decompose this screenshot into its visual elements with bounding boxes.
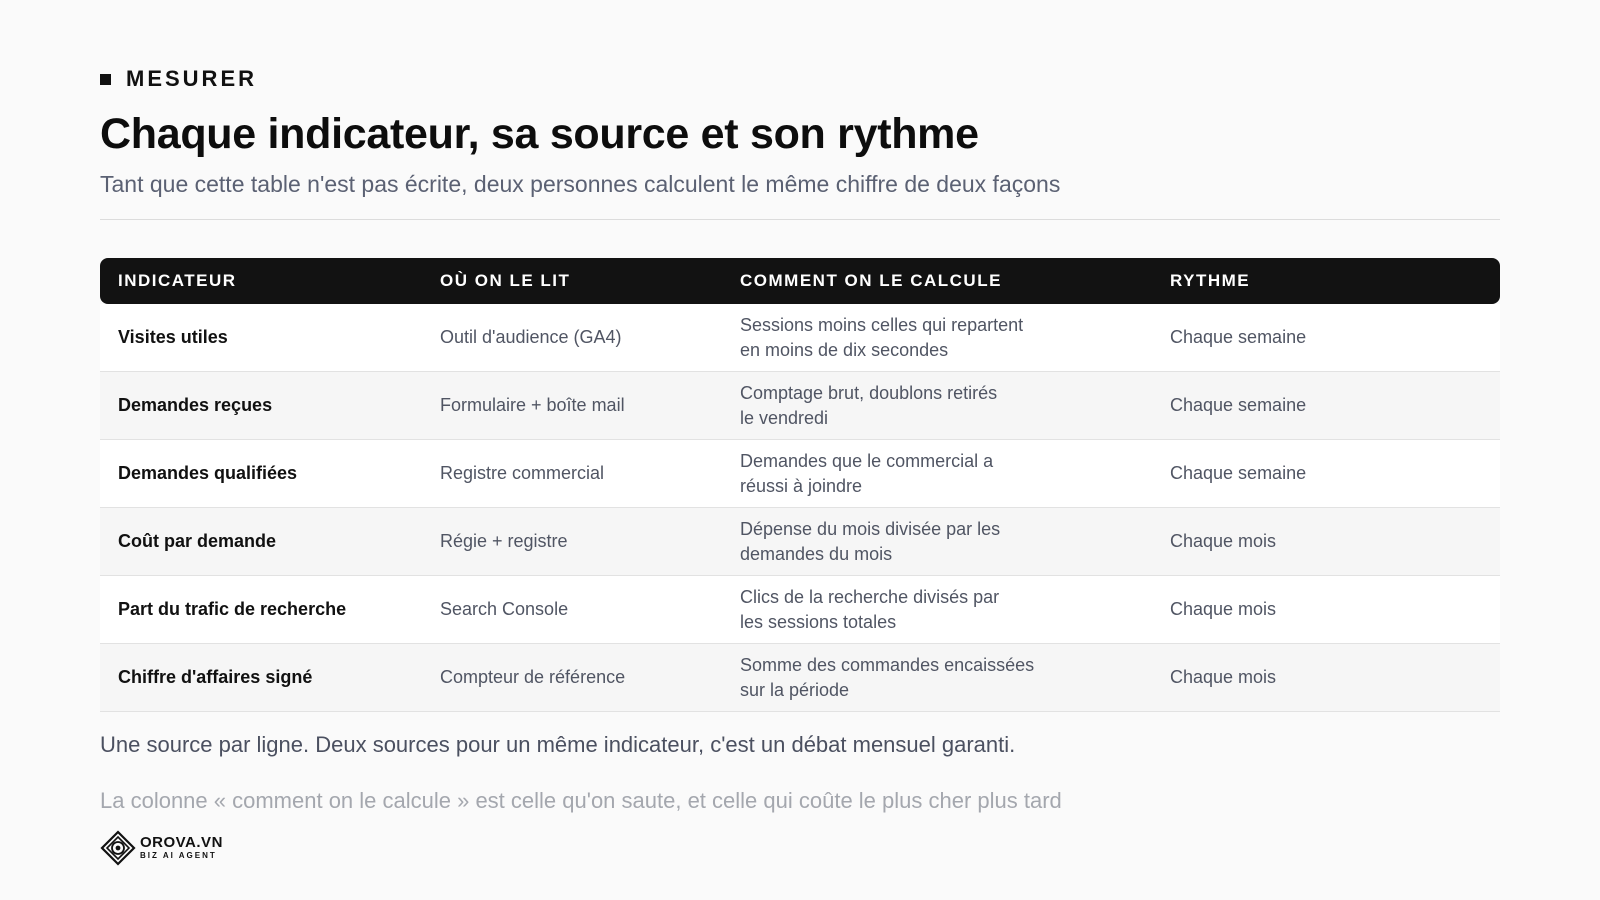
indicator-frequency: Chaque mois [1170, 667, 1277, 687]
table-row [100, 372, 1500, 440]
diamond-spiral-logo-icon [100, 830, 136, 866]
brand-logo [100, 830, 223, 866]
indicator-source: Outil d'audience (GA4) [440, 327, 622, 347]
indicator-name: Coût par demande [118, 531, 277, 551]
indicator-name: Part du trafic de recherche [118, 599, 347, 619]
indicator-source: Search Console [440, 599, 569, 619]
table-header [100, 258, 1500, 304]
indicator-calculation: Sessions moins celles qui repartent en moins de dix secondes [740, 314, 1024, 360]
indicator-name: Visites utiles [118, 327, 228, 347]
indicator-source: Compteur de référence [440, 667, 626, 687]
table-row [100, 508, 1500, 576]
indicator-table [100, 258, 1500, 712]
page-subtitle: Tant que cette table n'est pas écrite, deux personnes calculent le même chiffre de deux façons [100, 171, 1061, 197]
table-row [100, 644, 1500, 712]
indicator-source: Formulaire + boîte mail [440, 395, 625, 415]
page-title: Chaque indicateur, sa source et son rythme [100, 110, 979, 158]
indicator-frequency: Chaque mois [1170, 531, 1277, 551]
indicator-name: Demandes reçues [118, 395, 273, 415]
column-header-source: OÙ ON LE LIT [440, 271, 571, 290]
table-note: Une source par ligne. Deux sources pour un même indicateur, c'est un débat mensuel garanti. [100, 732, 1016, 757]
indicator-calculation: Clics de la recherche divisés par les sessions totales [740, 586, 1000, 632]
brand-name: OROVA.VN [140, 834, 223, 851]
indicator-name: Chiffre d'affaires signé [118, 667, 313, 687]
indicator-source: Régie + registre [440, 531, 568, 551]
section-kicker [100, 66, 257, 92]
table-row [100, 576, 1500, 644]
square-bullet-icon [100, 74, 111, 85]
indicator-name: Demandes qualifiées [118, 463, 298, 483]
indicator-calculation: Somme des commandes encaissées sur la période [740, 654, 1035, 700]
indicator-frequency: Chaque semaine [1170, 327, 1307, 347]
indicator-frequency: Chaque semaine [1170, 395, 1307, 415]
column-header-rythme: RYTHME [1170, 271, 1251, 290]
footnote: La colonne « comment on le calcule » est celle qu'on saute, et celle qui coûte le plus cher plus tard [100, 788, 1062, 813]
table-row [100, 304, 1500, 372]
kicker-label: MESURER [126, 66, 258, 91]
brand-tagline: BIZ AI AGENT [140, 851, 217, 860]
indicator-source: Registre commercial [440, 463, 605, 483]
indicator-calculation: Dépense du mois divisée par les demandes du mois [740, 518, 1001, 564]
header-divider [100, 219, 1500, 220]
column-header-indicateur: INDICATEUR [118, 271, 237, 290]
column-header-calcul: COMMENT ON LE CALCULE [740, 271, 1002, 290]
indicator-frequency: Chaque mois [1170, 599, 1277, 619]
indicator-calculation: Demandes que le commercial a réussi à joindre [740, 450, 994, 496]
indicator-calculation: Comptage brut, doublons retirés le vendredi [740, 382, 998, 428]
table-row [100, 440, 1500, 508]
indicator-frequency: Chaque semaine [1170, 463, 1307, 483]
